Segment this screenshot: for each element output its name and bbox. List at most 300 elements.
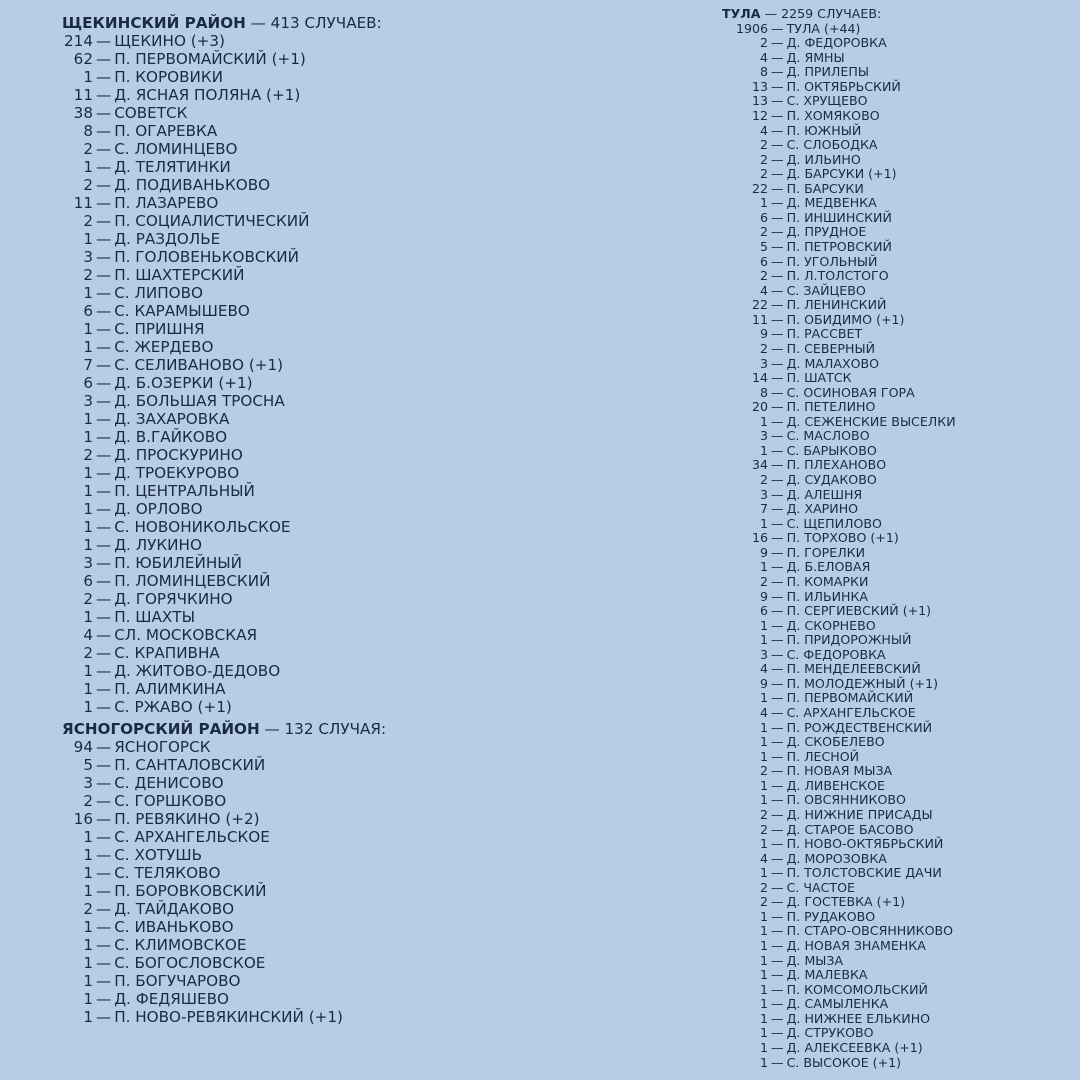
list-item — [722, 954, 956, 969]
case-count: 2 — [83, 644, 93, 662]
locality-name: П. УГОЛЬНЫЙ — [786, 253, 878, 269]
case-count: 1 — [83, 230, 93, 248]
list-item — [722, 764, 956, 779]
locality-name: Д. АЛЕШНЯ — [786, 486, 863, 502]
case-count: 1 — [83, 918, 93, 936]
locality-name: П. КОМАРКИ — [786, 573, 869, 589]
case-count: 1 — [759, 617, 768, 633]
locality-name: С. ЖЕРДЕВО — [114, 338, 214, 356]
locality-name: Д. ПРУДНОЕ — [786, 224, 867, 240]
locality-name: П. ЦЕНТРАЛЬНЫЙ — [114, 482, 255, 500]
separator-dash: — — [771, 78, 784, 94]
separator-dash: — — [771, 224, 784, 240]
list-item — [722, 80, 956, 95]
separator-dash: — — [771, 384, 784, 400]
locality-name: П. ШАТСК — [786, 370, 852, 386]
case-count: 9 — [759, 544, 768, 560]
list-item — [722, 1056, 956, 1071]
locality-name: П. ИЛЬИНКА — [786, 588, 869, 604]
list-item — [62, 846, 386, 864]
list-item — [722, 269, 956, 284]
case-count: 6 — [83, 302, 93, 320]
locality-name: П. ПЕРВОМАЙСКИЙ — [786, 690, 914, 706]
separator-dash: — — [96, 140, 112, 158]
separator-dash: — — [96, 230, 112, 248]
separator-dash: — — [771, 35, 784, 51]
separator-dash: — — [96, 482, 112, 500]
district-total: — 413 СЛУЧАЕВ: — [250, 14, 382, 32]
case-count: 1 — [83, 882, 93, 900]
case-count: 2 — [83, 266, 93, 284]
list-item — [62, 32, 386, 50]
separator-dash: — — [96, 176, 112, 194]
separator-dash: — — [96, 122, 112, 140]
separator-dash: — — [771, 195, 784, 211]
list-item — [722, 546, 956, 561]
list-item — [62, 810, 386, 828]
district-total: — 132 СЛУЧАЯ: — [264, 720, 387, 738]
list-item — [722, 225, 956, 240]
case-count: 2 — [759, 340, 768, 356]
separator-dash: — — [96, 662, 112, 680]
locality-name: Д. Б.ОЗЕРКИ (+1) — [114, 374, 253, 392]
locality-name: Д. ФЕДЯШЕВО — [114, 990, 230, 1008]
list-item — [62, 446, 386, 464]
list-item — [62, 320, 386, 338]
case-count: 4 — [759, 850, 768, 866]
locality-name: Д. ЯМНЫ — [786, 49, 845, 65]
case-count: 2 — [759, 894, 768, 910]
case-count: 1 — [83, 284, 93, 302]
list-item — [722, 560, 956, 575]
list-item — [722, 750, 956, 765]
separator-dash: — — [771, 93, 784, 109]
separator-dash: — — [771, 340, 784, 356]
case-count: 2 — [759, 268, 768, 284]
separator-dash: — — [96, 284, 112, 302]
list-item — [62, 626, 386, 644]
list-item — [722, 852, 956, 867]
case-list — [62, 32, 386, 716]
locality-name: П. ЛЕСНОЙ — [786, 748, 860, 764]
separator-dash: — — [771, 151, 784, 167]
case-count: 1 — [759, 515, 768, 531]
separator-dash: — — [771, 107, 784, 123]
locality-name: Д. МАЛЕВКА — [786, 967, 868, 983]
list-item — [722, 793, 956, 808]
district-header — [722, 7, 956, 22]
locality-name: Д. МЕДВЕНКА — [786, 195, 877, 211]
list-item — [62, 428, 386, 446]
locality-name: СЛ. МОСКОВСКАЯ — [114, 626, 258, 644]
separator-dash: — — [771, 836, 784, 852]
separator-dash: — — [771, 617, 784, 633]
separator-dash: — — [771, 442, 784, 458]
case-count: 6 — [759, 253, 768, 269]
separator-dash: — — [771, 530, 784, 546]
list-item — [62, 572, 386, 590]
case-count: 1 — [759, 1054, 768, 1070]
separator-dash: — — [771, 705, 784, 720]
list-item — [722, 1012, 956, 1027]
list-item — [62, 122, 386, 140]
list-item — [722, 604, 956, 619]
separator-dash: — — [96, 158, 112, 176]
separator-dash: — — [771, 588, 784, 604]
separator-dash: — — [96, 500, 112, 518]
case-count: 1 — [83, 680, 93, 698]
separator-dash: — — [771, 180, 784, 196]
case-count: 2 — [759, 821, 768, 837]
list-item — [62, 954, 386, 972]
separator-dash: — — [96, 32, 112, 50]
case-count: 1 — [759, 981, 768, 997]
case-count: 7 — [83, 356, 93, 374]
separator-dash: — — [771, 209, 784, 225]
list-item — [722, 124, 956, 139]
separator-dash: — — [96, 846, 112, 864]
district-total: — 2259 СЛУЧАЕВ: — [764, 6, 882, 21]
case-count: 1 — [759, 559, 768, 575]
locality-name: Д. ОРЛОВО — [114, 500, 203, 518]
locality-name: Д. ФЕДОРОВКА — [786, 35, 887, 51]
separator-dash: — — [96, 828, 112, 846]
locality-name: Д. САМЫЛЕНКА — [786, 996, 889, 1012]
separator-dash: — — [771, 792, 784, 808]
locality-name: П. НОВО-ОКТЯБРЬСКИЙ — [786, 836, 944, 852]
separator-dash: — — [96, 68, 112, 86]
case-count: 1 — [759, 996, 768, 1012]
case-count: 2 — [759, 35, 768, 51]
separator-dash: — — [771, 457, 784, 473]
separator-dash: — — [771, 49, 784, 65]
case-count: 1 — [759, 908, 768, 924]
list-item — [62, 918, 386, 936]
case-count: 1 — [83, 698, 93, 716]
case-count: 22 — [751, 180, 768, 196]
locality-name: П. ТОРХОВО (+1) — [786, 530, 899, 546]
locality-name: П. ТОЛСТОВСКИЕ ДАЧИ — [786, 865, 942, 881]
locality-name: С. КЛИМОВСКОЕ — [114, 936, 247, 954]
list-item — [722, 211, 956, 226]
list-item — [62, 50, 386, 68]
list-item — [722, 895, 956, 910]
case-count: 62 — [73, 50, 93, 68]
list-item — [62, 644, 386, 662]
list-item — [62, 392, 386, 410]
separator-dash: — — [96, 50, 112, 68]
locality-name: П. ОГАРЕВКА — [114, 122, 218, 140]
locality-name: С. ФЕДОРОВКА — [786, 646, 886, 662]
locality-name: П. МОЛОДЕЖНЫЙ (+1) — [786, 675, 938, 691]
case-count: 1 — [83, 936, 93, 954]
locality-name: П. БАРСУКИ — [786, 180, 864, 196]
list-item — [62, 518, 386, 536]
locality-name: С. КРАПИВНА — [114, 644, 220, 662]
separator-dash: — — [771, 632, 784, 648]
locality-name: Д. ХАРИНО — [786, 501, 859, 517]
locality-name: П. САНТАЛОВСКИЙ — [114, 756, 266, 774]
separator-dash: — — [96, 774, 112, 792]
case-list — [62, 738, 386, 1026]
separator-dash: — — [771, 122, 784, 138]
locality-name: Д. ЗАХАРОВКА — [114, 410, 230, 428]
case-count: 1 — [83, 410, 93, 428]
locality-name: С. ЗАЙЦЕВО — [786, 282, 866, 298]
locality-name: Д. СУДАКОВО — [786, 472, 877, 487]
separator-dash: — — [771, 166, 784, 182]
separator-dash: — — [771, 573, 784, 589]
right-column — [722, 7, 956, 1070]
locality-name: П. ИНШИНСКИЙ — [786, 209, 892, 225]
separator-dash: — — [96, 302, 112, 320]
separator-dash: — — [771, 850, 784, 866]
list-item — [722, 182, 956, 197]
list-item — [62, 608, 386, 626]
locality-name: Д. ПРОСКУРИНО — [114, 446, 243, 464]
list-item — [722, 924, 956, 939]
case-count: 1 — [759, 690, 768, 706]
locality-name: С. ЧАСТОЕ — [786, 879, 855, 895]
locality-name: С. МАСЛОВО — [786, 428, 870, 444]
separator-dash: — — [96, 792, 112, 810]
case-count: 2 — [759, 166, 768, 182]
case-count: 1 — [83, 338, 93, 356]
separator-dash: — — [96, 266, 112, 284]
list-item — [722, 458, 956, 473]
list-item — [62, 212, 386, 230]
list-item — [62, 284, 386, 302]
case-count: 34 — [751, 457, 768, 473]
list-item — [722, 415, 956, 430]
case-count: 1 — [759, 952, 768, 968]
case-count: 1 — [83, 972, 93, 990]
separator-dash: — — [771, 806, 784, 822]
list-item — [722, 590, 956, 605]
locality-name: Д. ИЛЬИНО — [786, 151, 861, 167]
case-count: 214 — [64, 32, 93, 50]
case-count: 16 — [751, 530, 768, 546]
separator-dash: — — [771, 413, 784, 429]
separator-dash: — — [96, 644, 112, 662]
locality-name: Д. АЛЕКСЕЕВКА (+1) — [786, 1039, 923, 1055]
locality-name: С. ДЕНИСОВО — [114, 774, 224, 792]
separator-dash: — — [96, 756, 112, 774]
separator-dash: — — [771, 661, 784, 677]
locality-name: Д. Б.ЕЛОВАЯ — [786, 559, 871, 575]
case-count: 1 — [83, 320, 93, 338]
separator-dash: — — [771, 1054, 784, 1070]
district-header — [62, 720, 386, 738]
separator-dash: — — [771, 399, 784, 415]
locality-name: СОВЕТСК — [114, 104, 188, 122]
list-item — [62, 68, 386, 86]
separator-dash: — — [771, 719, 784, 735]
case-count: 94 — [73, 738, 93, 756]
district-header — [62, 14, 386, 32]
case-count: 1 — [83, 158, 93, 176]
locality-name: П. Л.ТОЛСТОГО — [786, 268, 889, 284]
locality-name: С. ТЕЛЯКОВО — [114, 864, 221, 882]
list-item — [722, 939, 956, 954]
list-item — [62, 662, 386, 680]
list-item — [62, 698, 386, 716]
separator-dash: — — [771, 311, 784, 327]
separator-dash: — — [771, 428, 784, 444]
list-item — [62, 356, 386, 374]
list-item — [722, 386, 956, 401]
case-count: 1906 — [735, 20, 768, 36]
case-count: 38 — [73, 104, 93, 122]
locality-name: Д. НОВАЯ ЗНАМЕНКА — [786, 938, 926, 953]
list-item — [722, 1041, 956, 1056]
case-count: 1 — [759, 967, 768, 983]
separator-dash: — — [96, 590, 112, 608]
locality-name: С. АРХАНГЕЛЬСКОЕ — [786, 705, 916, 720]
case-count: 6 — [759, 209, 768, 225]
separator-dash: — — [96, 680, 112, 698]
separator-dash: — — [771, 137, 784, 153]
locality-name: С. ВЫСОКОЕ (+1) — [786, 1054, 902, 1070]
separator-dash: — — [771, 996, 784, 1012]
separator-dash: — — [771, 865, 784, 881]
list-item — [62, 756, 386, 774]
list-item — [62, 972, 386, 990]
list-item — [722, 371, 956, 386]
separator-dash: — — [96, 572, 112, 590]
separator-dash: — — [771, 821, 784, 837]
list-item — [62, 230, 386, 248]
case-count: 2 — [759, 806, 768, 822]
case-count: 1 — [759, 748, 768, 764]
separator-dash: — — [96, 248, 112, 266]
separator-dash: — — [96, 990, 112, 1008]
list-item — [62, 738, 386, 756]
list-item — [722, 983, 956, 998]
case-count: 3 — [759, 486, 768, 502]
locality-name: С. РЖАВО (+1) — [114, 698, 232, 716]
case-count: 2 — [83, 176, 93, 194]
separator-dash: — — [771, 282, 784, 298]
separator-dash: — — [771, 239, 784, 254]
case-count: 5 — [759, 239, 768, 254]
separator-dash: — — [771, 748, 784, 764]
separator-dash: — — [771, 938, 784, 953]
list-item — [722, 517, 956, 532]
locality-name: П. БОРОВКОВСКИЙ — [114, 882, 267, 900]
locality-name: Д. НИЖНИЕ ПРИСАДЫ — [786, 806, 933, 822]
separator-dash: — — [771, 777, 784, 793]
list-item — [722, 196, 956, 211]
yasnogorsk-district-section — [62, 720, 386, 1026]
list-item — [722, 400, 956, 415]
locality-name: П. КОМСОМОЛЬСКИЙ — [786, 981, 928, 997]
list-item — [722, 429, 956, 444]
case-count: 2 — [83, 446, 93, 464]
case-count: 3 — [83, 392, 93, 410]
case-count: 1 — [759, 777, 768, 793]
locality-name: Д. СКОБЕЛЕВО — [786, 734, 885, 750]
case-count: 1 — [83, 864, 93, 882]
locality-name: П. КОРОВИКИ — [114, 68, 224, 86]
locality-name: П. НОВО-РЕВЯКИНСКИЙ (+1) — [114, 1008, 343, 1026]
case-count: 4 — [759, 661, 768, 677]
list-item — [722, 473, 956, 488]
list-item — [62, 680, 386, 698]
separator-dash: — — [771, 967, 784, 983]
separator-dash: — — [771, 952, 784, 968]
list-item — [722, 255, 956, 270]
locality-name: С. СЕЛИВАНОВО (+1) — [114, 356, 284, 374]
separator-dash: — — [96, 338, 112, 356]
district-name: ЩЕКИНСКИЙ РАЙОН — [62, 14, 246, 32]
list-item — [722, 997, 956, 1012]
list-item — [62, 482, 386, 500]
separator-dash: — — [96, 738, 112, 756]
case-count: 1 — [83, 846, 93, 864]
separator-dash: — — [96, 882, 112, 900]
tula-section — [722, 7, 956, 1070]
locality-name: П. РЕВЯКИНО (+2) — [114, 810, 260, 828]
separator-dash: — — [96, 1008, 112, 1026]
locality-name: Д. МАЛАХОВО — [786, 355, 880, 371]
list-item — [62, 158, 386, 176]
case-count: 1 — [83, 68, 93, 86]
locality-name: Д. НИЖНЕЕ ЕЛЬКИНО — [786, 1010, 931, 1026]
case-count: 1 — [759, 792, 768, 808]
list-item — [722, 808, 956, 823]
locality-name: Д. СТРУКОВО — [786, 1025, 874, 1041]
locality-name: С. ГОРШКОВО — [114, 792, 227, 810]
list-item — [62, 828, 386, 846]
locality-name: Д. В.ГАЙКОВО — [114, 428, 228, 446]
locality-name: С. ХОТУШЬ — [114, 846, 202, 864]
locality-name: П. ГОЛОВЕНЬКОВСКИЙ — [114, 248, 299, 266]
list-item — [62, 86, 386, 104]
case-count: 2 — [83, 212, 93, 230]
separator-dash: — — [96, 392, 112, 410]
case-count: 9 — [759, 588, 768, 604]
list-item — [722, 313, 956, 328]
locality-name: П. ХОМЯКОВО — [786, 107, 880, 123]
case-count: 2 — [759, 879, 768, 895]
locality-name: Д. СЕЖЕНСКИЕ ВЫСЕЛКИ — [786, 413, 956, 429]
list-item — [722, 735, 956, 750]
list-item — [62, 176, 386, 194]
separator-dash: — — [96, 954, 112, 972]
locality-name: С. БАРЫКОВО — [786, 442, 877, 458]
case-count: 1 — [759, 1010, 768, 1026]
locality-name: П. ПЕТЕЛИНО — [786, 399, 876, 415]
case-count: 1 — [83, 662, 93, 680]
case-count: 1 — [83, 500, 93, 518]
case-count: 1 — [759, 195, 768, 211]
list-item — [722, 153, 956, 168]
list-item — [62, 536, 386, 554]
locality-name: Д. ГОСТЕВКА (+1) — [786, 894, 906, 910]
list-item — [62, 140, 386, 158]
district-name: ЯСНОГОРСКИЙ РАЙОН — [62, 720, 260, 738]
list-item — [722, 837, 956, 852]
case-count: 16 — [73, 810, 93, 828]
separator-dash: — — [96, 356, 112, 374]
separator-dash: — — [771, 1025, 784, 1041]
separator-dash: — — [771, 297, 784, 313]
separator-dash: — — [96, 428, 112, 446]
separator-dash: — — [771, 923, 784, 939]
separator-dash: — — [771, 253, 784, 269]
list-item — [62, 590, 386, 608]
